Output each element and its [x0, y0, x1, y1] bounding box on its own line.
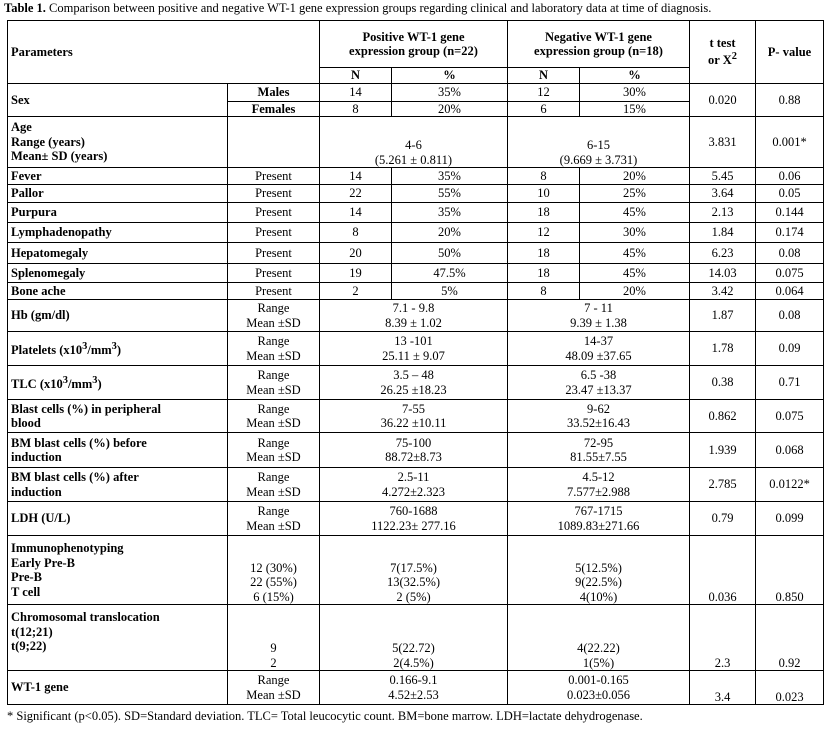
table-footnote: * Significant (p<0.05). SD=Standard deviation. TLC= Total leucocytic count. BM=bone marrow. LDH=lactate dehydrogenase. [7, 709, 643, 723]
table-row [8, 366, 824, 400]
lab-positive [320, 400, 508, 433]
sex-males-neg-n: 12 [508, 83, 580, 101]
clinical-sub: Present [228, 203, 320, 223]
immuno-row-label: Pre-B [11, 570, 43, 584]
lab-sub [228, 468, 320, 502]
lab-label-line [11, 340, 224, 358]
lab-label [8, 502, 228, 536]
subheader-pos-pct: % [392, 68, 508, 84]
clinical-label: Splenomegaly [8, 264, 228, 283]
wt1-label: WT-1 gene [8, 671, 228, 705]
lab-sub [228, 400, 320, 433]
header-ttest [690, 21, 756, 84]
lab-ttest: 2.785 [690, 468, 756, 502]
table-row [8, 223, 824, 243]
chromo-r2-label: t(9;22) [11, 639, 47, 653]
clinical-label: Bone ache [8, 283, 228, 300]
lab-pvalue: 0.0122* [756, 468, 824, 502]
sex-males-label: Males [228, 83, 320, 101]
age-negative [508, 117, 690, 168]
clinical-neg-pct: 20% [580, 283, 690, 300]
lab-negative [508, 300, 690, 332]
subheader-pos-n: N [320, 68, 392, 84]
table-row [8, 83, 824, 101]
immuno-totals [228, 536, 320, 605]
lab-label-line [11, 374, 224, 392]
immuno-pvalue: 0.850 [756, 536, 824, 605]
wt1-range-label: Range [257, 673, 290, 687]
lab-mean-label: Mean ±SD [246, 382, 301, 397]
chromo-totals [228, 605, 320, 671]
clinical-pos-n: 22 [320, 185, 392, 203]
immuno-label [8, 536, 228, 605]
lab-label [8, 366, 228, 400]
clinical-pvalue: 0.064 [756, 283, 824, 300]
lab-neg-mean: 7.577±2.988 [566, 484, 631, 499]
header-pvalue: P- value [756, 21, 824, 84]
lab-neg-range: 7 - 11 [584, 301, 613, 315]
sex-pvalue: 0.88 [756, 83, 824, 117]
table-row [8, 433, 824, 468]
table-row [8, 468, 824, 502]
results-table [7, 20, 824, 705]
immuno-pos: 13(32.5%) [386, 575, 441, 589]
clinical-neg-n: 12 [508, 223, 580, 243]
table-caption [4, 0, 828, 17]
lab-negative [508, 332, 690, 366]
lab-label-text: ) [116, 342, 122, 357]
lab-mean-label: Mean ±SD [246, 450, 301, 464]
chromo-title: Chromosomal translocation [11, 610, 160, 624]
lab-positive [320, 468, 508, 502]
sex-females-neg-n: 6 [508, 101, 580, 117]
age-label [8, 117, 228, 168]
age-pos-mean: (5.261 ± 0.811) [374, 152, 453, 167]
chromo-ttest: 2.3 [690, 605, 756, 671]
wt1-pos-mean: 4.52±2.53 [388, 687, 439, 702]
immuno-negative [508, 536, 690, 605]
lab-neg-mean: 48.09 ±37.65 [565, 348, 632, 363]
lab-neg-range: 4.5-12 [582, 470, 615, 484]
lab-range-label: Range [257, 435, 290, 450]
lab-pvalue: 0.068 [756, 433, 824, 468]
subheader-neg-pct: % [580, 68, 690, 84]
wt1-mean-label: Mean ±SD [246, 687, 301, 702]
sex-males-pos-pct: 35% [392, 83, 508, 101]
chromo-pvalue: 0.92 [756, 605, 824, 671]
clinical-pos-n: 2 [320, 283, 392, 300]
immuno-ttest: 0.036 [690, 536, 756, 605]
lab-label [8, 468, 228, 502]
wt1-sub [228, 671, 320, 705]
caption-label: Table 1. [4, 1, 46, 15]
header-positive [320, 21, 508, 68]
lab-pos-mean: 4.272±2.323 [381, 484, 446, 499]
lab-neg-range: 6.5 -38 [580, 368, 617, 382]
lab-positive [320, 300, 508, 332]
lab-negative [508, 468, 690, 502]
lab-label [8, 332, 228, 366]
lab-label-sup: 3 [92, 374, 98, 386]
sex-females-pos-n: 8 [320, 101, 392, 117]
lab-neg-mean: 23.47 ±13.37 [565, 382, 632, 397]
lab-label-sup: 3 [62, 374, 68, 386]
header-parameters: Parameters [8, 21, 320, 84]
header-ttest-line2 [693, 50, 752, 68]
lab-pos-range: 7-55 [402, 401, 425, 416]
clinical-sub: Present [228, 283, 320, 300]
chromo-r1-label: t(12;21) [11, 624, 53, 639]
immuno-total: 6 (15%) [253, 589, 294, 604]
header-negative-line2: expression group (n=18) [534, 44, 663, 58]
clinical-neg-pct: 45% [580, 203, 690, 223]
lab-label-line1: BM blast cells (%) before [11, 435, 147, 450]
lab-sub [228, 300, 320, 332]
wt1-neg-range: 0.001-0.165 [568, 673, 629, 687]
lab-pos-range: 7.1 - 9.8 [392, 301, 435, 315]
chromo-r2-pos: 2(4.5%) [393, 655, 434, 670]
clinical-pvalue: 0.05 [756, 185, 824, 203]
table-row [8, 536, 824, 605]
clinical-ttest: 6.23 [690, 243, 756, 264]
lab-pvalue: 0.71 [756, 366, 824, 400]
lab-pos-range: 760-1688 [389, 504, 438, 518]
lab-negative [508, 502, 690, 536]
caption-text: Comparison between positive and negative WT-1 gene expression groups regarding clinical and laboratory data at time of diagnosis. [49, 1, 712, 15]
lab-mean-label: Mean ±SD [246, 315, 301, 330]
clinical-label: Hepatomegaly [8, 243, 228, 264]
lab-mean-label: Mean ±SD [246, 416, 301, 430]
lab-label-line2: blood [11, 416, 41, 430]
lab-label-line1: Blast cells (%) in peripheral [11, 401, 161, 416]
lab-label-text: ) [97, 376, 102, 391]
clinical-pos-n: 19 [320, 264, 392, 283]
clinical-pos-pct: 55% [392, 185, 508, 203]
lab-negative [508, 433, 690, 468]
clinical-neg-pct: 25% [580, 185, 690, 203]
clinical-sub: Present [228, 223, 320, 243]
lab-label-line1: LDH (U/L) [11, 511, 71, 526]
lab-sub [228, 502, 320, 536]
clinical-label: Pallor [8, 185, 228, 203]
immuno-pos: 2 (5%) [396, 589, 431, 604]
lab-mean-label: Mean ±SD [246, 348, 301, 363]
lab-ttest: 0.38 [690, 366, 756, 400]
clinical-pos-n: 14 [320, 168, 392, 185]
lab-negative [508, 366, 690, 400]
lab-positive [320, 502, 508, 536]
age-pvalue: 0.001* [756, 117, 824, 168]
clinical-label: Purpura [8, 203, 228, 223]
table-row [8, 168, 824, 185]
lab-label-text: Platelets (x10 [11, 342, 83, 357]
lab-mean-label: Mean ±SD [246, 518, 301, 533]
lab-pvalue: 0.099 [756, 502, 824, 536]
immuno-total: 12 (30%) [250, 560, 297, 575]
immuno-title: Immunophenotyping [11, 541, 124, 555]
immuno-row-label: Early Pre-B [11, 555, 75, 570]
clinical-ttest: 2.13 [690, 203, 756, 223]
clinical-pos-pct: 47.5% [392, 264, 508, 283]
sex-ttest: 0.020 [690, 83, 756, 117]
clinical-sub: Present [228, 264, 320, 283]
lab-negative [508, 400, 690, 433]
clinical-ttest: 3.64 [690, 185, 756, 203]
labs-section [8, 300, 824, 536]
immuno-neg: 9(22.5%) [575, 575, 622, 589]
age-sub [228, 117, 320, 168]
header-ttest-or: or X [708, 53, 732, 68]
table-row [8, 117, 824, 168]
clinical-neg-n: 18 [508, 264, 580, 283]
chromo-positive [320, 605, 508, 671]
chromo-r1-total: 9 [270, 641, 277, 655]
lab-sub [228, 433, 320, 468]
lab-neg-mean: 81.55±7.55 [570, 450, 627, 464]
lab-label-line2: induction [11, 484, 62, 499]
sex-females-pos-pct: 20% [392, 101, 508, 117]
chromo-label [8, 605, 228, 671]
clinical-label: Fever [8, 168, 228, 185]
lab-label-sup: 3 [111, 340, 117, 352]
lab-pos-range: 75-100 [395, 435, 432, 450]
lab-range-label: Range [257, 504, 290, 518]
immuno-positive [320, 536, 508, 605]
wt1-pos-range: 0.166-9.1 [389, 673, 438, 687]
chromo-negative [508, 605, 690, 671]
chromo-r2-neg: 1(5%) [582, 655, 615, 670]
clinical-ttest: 3.42 [690, 283, 756, 300]
clinical-label: Lymphadenopathy [8, 223, 228, 243]
header-negative [508, 21, 690, 68]
clinical-sub: Present [228, 185, 320, 203]
table-row [8, 671, 824, 705]
lab-positive [320, 366, 508, 400]
lab-label [8, 400, 228, 433]
lab-neg-range: 72-95 [583, 435, 614, 450]
lab-ttest: 1.78 [690, 332, 756, 366]
clinical-pos-pct: 35% [392, 203, 508, 223]
clinical-neg-n: 8 [508, 283, 580, 300]
subheader-neg-n: N [508, 68, 580, 84]
clinical-pos-pct: 5% [392, 283, 508, 300]
table-row [8, 283, 824, 300]
lab-pos-range: 3.5 – 48 [393, 368, 434, 382]
clinical-pvalue: 0.06 [756, 168, 824, 185]
table-row [8, 502, 824, 536]
age-ttest: 3.831 [690, 117, 756, 168]
immuno-neg: 5(12.5%) [575, 560, 622, 575]
chromo-r1-neg: 4(22.22) [577, 641, 620, 655]
clinical-ttest: 1.84 [690, 223, 756, 243]
lab-label-line2: induction [11, 450, 62, 464]
header-ttest-line1: t test [709, 35, 736, 50]
age-pos-range: 4-6 [405, 138, 422, 152]
header-row [8, 21, 824, 68]
immuno-pos: 7(17.5%) [390, 560, 437, 575]
lab-ttest: 1.939 [690, 433, 756, 468]
clinical-sub: Present [228, 243, 320, 264]
lab-neg-range: 767-1715 [574, 504, 623, 518]
clinical-pvalue: 0.174 [756, 223, 824, 243]
lab-positive [320, 433, 508, 468]
table-row [8, 400, 824, 433]
sex-males-pos-n: 14 [320, 83, 392, 101]
table-row [8, 300, 824, 332]
clinical-section [8, 168, 824, 300]
clinical-pos-n: 8 [320, 223, 392, 243]
clinical-sub: Present [228, 168, 320, 185]
lab-range-label: Range [257, 470, 290, 484]
lab-label-line1: Hb (gm/dl) [11, 308, 70, 323]
clinical-neg-pct: 45% [580, 264, 690, 283]
table-row [8, 332, 824, 366]
clinical-pos-n: 20 [320, 243, 392, 264]
lab-pos-mean: 25.11 ± 9.07 [382, 348, 445, 363]
lab-sub [228, 366, 320, 400]
lab-label [8, 300, 228, 332]
clinical-neg-pct: 30% [580, 223, 690, 243]
clinical-pos-pct: 20% [392, 223, 508, 243]
clinical-pos-n: 14 [320, 203, 392, 223]
lab-neg-range: 9-62 [587, 401, 610, 416]
clinical-neg-n: 18 [508, 243, 580, 264]
lab-pos-mean: 88.72±8.73 [385, 450, 442, 464]
clinical-pvalue: 0.144 [756, 203, 824, 223]
lab-neg-mean: 9.39 ± 1.38 [570, 315, 627, 330]
lab-pos-mean: 36.22 ±10.11 [380, 416, 447, 430]
lab-range-label: Range [257, 368, 290, 382]
lab-ttest: 0.79 [690, 502, 756, 536]
chromo-r1-pos: 5(22.72) [392, 641, 435, 655]
header-ttest-sup: 2 [731, 51, 737, 63]
age-line3: Mean± SD (years) [11, 149, 108, 164]
sex-females-label: Females [228, 101, 320, 117]
sex-males-neg-pct: 30% [580, 83, 690, 101]
table-row [8, 203, 824, 223]
lab-pos-mean: 8.39 ± 1.02 [385, 315, 442, 330]
lab-pos-mean: 1122.23± 277.16 [371, 518, 456, 533]
lab-range-label: Range [257, 401, 290, 416]
sex-females-neg-pct: 15% [580, 101, 690, 117]
lab-label [8, 433, 228, 468]
lab-range-label: Range [257, 301, 290, 315]
wt1-negative [508, 671, 690, 705]
table-row [8, 243, 824, 264]
lab-positive [320, 332, 508, 366]
header-positive-line1: Positive WT-1 gene [362, 29, 465, 44]
clinical-pvalue: 0.075 [756, 264, 824, 283]
wt1-ttest: 3.4 [690, 671, 756, 705]
table-row [8, 185, 824, 203]
lab-label-text: /mm [67, 376, 93, 391]
lab-pos-range: 2.5-11 [397, 470, 430, 484]
age-line2: Range (years) [11, 134, 85, 149]
lab-pos-mean: 26.25 ±18.23 [380, 382, 447, 397]
table-row [8, 264, 824, 283]
clinical-pos-pct: 50% [392, 243, 508, 264]
lab-label-sup: 3 [82, 340, 88, 352]
wt1-pvalue: 0.023 [756, 671, 824, 705]
lab-ttest: 1.87 [690, 300, 756, 332]
age-neg-range: 6-15 [587, 138, 610, 152]
lab-range-label: Range [257, 334, 290, 348]
clinical-neg-pct: 45% [580, 243, 690, 264]
chromo-r2-total: 2 [270, 655, 277, 670]
lab-neg-mean: 33.52±16.43 [566, 416, 631, 430]
immuno-neg: 4(10%) [579, 589, 618, 604]
lab-ttest: 0.862 [690, 400, 756, 433]
wt1-neg-mean: 0.023±0.056 [566, 687, 631, 702]
wt1-positive [320, 671, 508, 705]
age-line1: Age [11, 120, 32, 135]
header-positive-line2: expression group (n=22) [349, 44, 478, 58]
lab-sub [228, 332, 320, 366]
age-positive [320, 117, 508, 168]
lab-pvalue: 0.075 [756, 400, 824, 433]
lab-label-line1: BM blast cells (%) after [11, 470, 139, 484]
age-neg-mean: (9.669 ± 3.731) [559, 152, 638, 167]
lab-pos-range: 13 -101 [394, 334, 433, 348]
immuno-total: 22 (55%) [250, 575, 297, 589]
lab-pvalue: 0.08 [756, 300, 824, 332]
lab-neg-mean: 1089.83±271.66 [557, 518, 640, 533]
clinical-pos-pct: 35% [392, 168, 508, 185]
clinical-pvalue: 0.08 [756, 243, 824, 264]
clinical-neg-pct: 20% [580, 168, 690, 185]
lab-label-text: TLC (x10 [11, 376, 63, 391]
lab-mean-label: Mean ±SD [246, 484, 301, 499]
sex-label: Sex [8, 83, 228, 117]
clinical-neg-n: 10 [508, 185, 580, 203]
lab-neg-range: 14-37 [583, 334, 614, 348]
clinical-neg-n: 8 [508, 168, 580, 185]
clinical-ttest: 5.45 [690, 168, 756, 185]
lab-label-text: /mm [87, 342, 112, 357]
immuno-row-label: T cell [11, 584, 41, 599]
table-row [8, 605, 824, 671]
lab-pvalue: 0.09 [756, 332, 824, 366]
header-negative-line1: Negative WT-1 gene [545, 29, 652, 44]
clinical-neg-n: 18 [508, 203, 580, 223]
clinical-ttest: 14.03 [690, 264, 756, 283]
